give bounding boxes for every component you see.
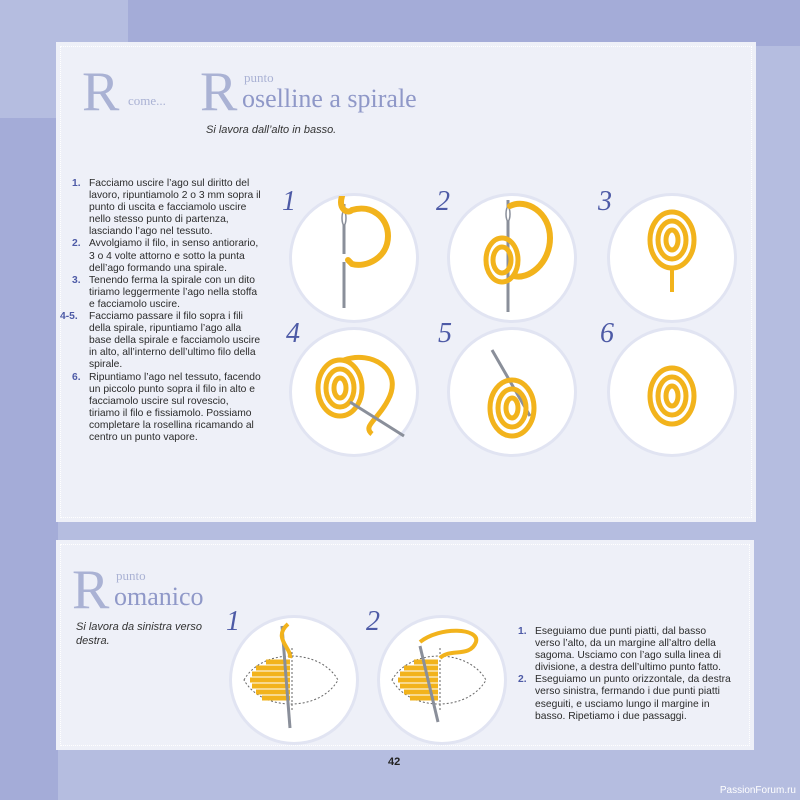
romanico-stitch-illustration xyxy=(232,618,356,742)
instruction-step: 6. Ripuntiamo l’ago nel tessuto, facendo un piccolo punto sopra il filo in alto e facciamolo uscire sul rovescio, tiriamo il filo e fissiamolo. Possiamo completare la rosellina ricamando al centro un punto vapore. xyxy=(72,371,261,443)
diagram-number: 4 xyxy=(286,318,300,349)
diagram-number: 6 xyxy=(600,318,614,349)
top-decor-band xyxy=(128,0,800,46)
diagram-number: 1 xyxy=(282,186,296,217)
diagram-number: 3 xyxy=(598,186,612,217)
spiral-illustration xyxy=(610,196,734,320)
romanico-diagram-1 xyxy=(232,618,356,742)
instruction-step: 2. Avvolgiamo il filo, in senso antiorario, 3 o 4 volte attorno e sotto la punta dell’ago formando una spirale. xyxy=(72,238,259,274)
diagram-step-3 xyxy=(610,196,734,320)
needle-thread-illustration xyxy=(292,196,416,320)
romanico-diagram-2 xyxy=(380,618,504,742)
romanico-instructions-list xyxy=(520,626,732,723)
title-small: punto xyxy=(244,70,274,85)
finished-rose-illustration xyxy=(610,330,734,454)
diagram-step-2 xyxy=(450,196,574,320)
diagram-number: 2 xyxy=(436,186,450,217)
diagram-number: 2 xyxy=(366,606,380,637)
title-prefix-letter: R xyxy=(82,61,120,123)
diagram-step-6 xyxy=(610,330,734,454)
section-title: omanico xyxy=(114,582,204,611)
diagram-number: 1 xyxy=(226,606,240,637)
diagram-step-5 xyxy=(450,330,574,454)
diagram-step-4 xyxy=(292,330,416,454)
section-subtitle: Si lavora da sinistra verso destra. xyxy=(76,621,202,647)
instruction-step: 4-5. Facciamo passare il filo sopra i fili della spirale, ripuntiamo l’ago alla base della spirale e facciamolo uscire in alto, all’interno dell’ultimo filo della spirale. xyxy=(60,311,261,371)
instruction-step: 1. Facciamo uscire l’ago sul diritto del lavoro, ripuntiamolo 2 o 3 mm sopra il punto di uscita e facciamolo uscire nello stesso punto di partenza, lasciando l’ago nel tessuto. xyxy=(72,178,261,238)
diagram-step-1 xyxy=(292,196,416,320)
instruction-step: 2. Eseguiamo un punto orizzontale, da destra verso sinistra, fermando i due punti piatti eseguiti, e usciamo lungo il margine in basso. Ripetiamo i due passaggi. xyxy=(518,674,731,722)
instruction-step: 3. Tenendo ferma la spirale con un dito tiriamo leggermente l’ago nella stoffa e facciamolo uscire. xyxy=(72,274,258,310)
instruction-step: 1. Eseguiamo due punti piatti, dal basso verso l’alto, da un margine all’altro della sagoma. Usciamo con l’ago sulla linea di divisione, a destra dell’ultimo punto fatto. xyxy=(518,626,722,674)
title-small: punto xyxy=(116,568,146,583)
left-decor-band xyxy=(0,118,58,800)
needle-spiral-illustration xyxy=(450,196,574,320)
spiral-needle-illustration xyxy=(450,330,574,454)
title-prefix-rest: come... xyxy=(128,93,166,108)
section-subtitle: Si lavora dall’alto in basso. xyxy=(206,124,337,136)
romanico-stitch-illustration xyxy=(380,618,504,742)
title-letter: R xyxy=(72,559,110,621)
page-title: oselline a spirale xyxy=(242,84,417,113)
diagram-number: 5 xyxy=(438,318,452,349)
spiral-needle-illustration xyxy=(292,330,416,454)
title-letter: R xyxy=(200,61,238,123)
watermark: PassionForum.ru xyxy=(719,785,796,796)
page-number: 42 xyxy=(388,756,401,768)
instructions-list xyxy=(60,178,262,444)
